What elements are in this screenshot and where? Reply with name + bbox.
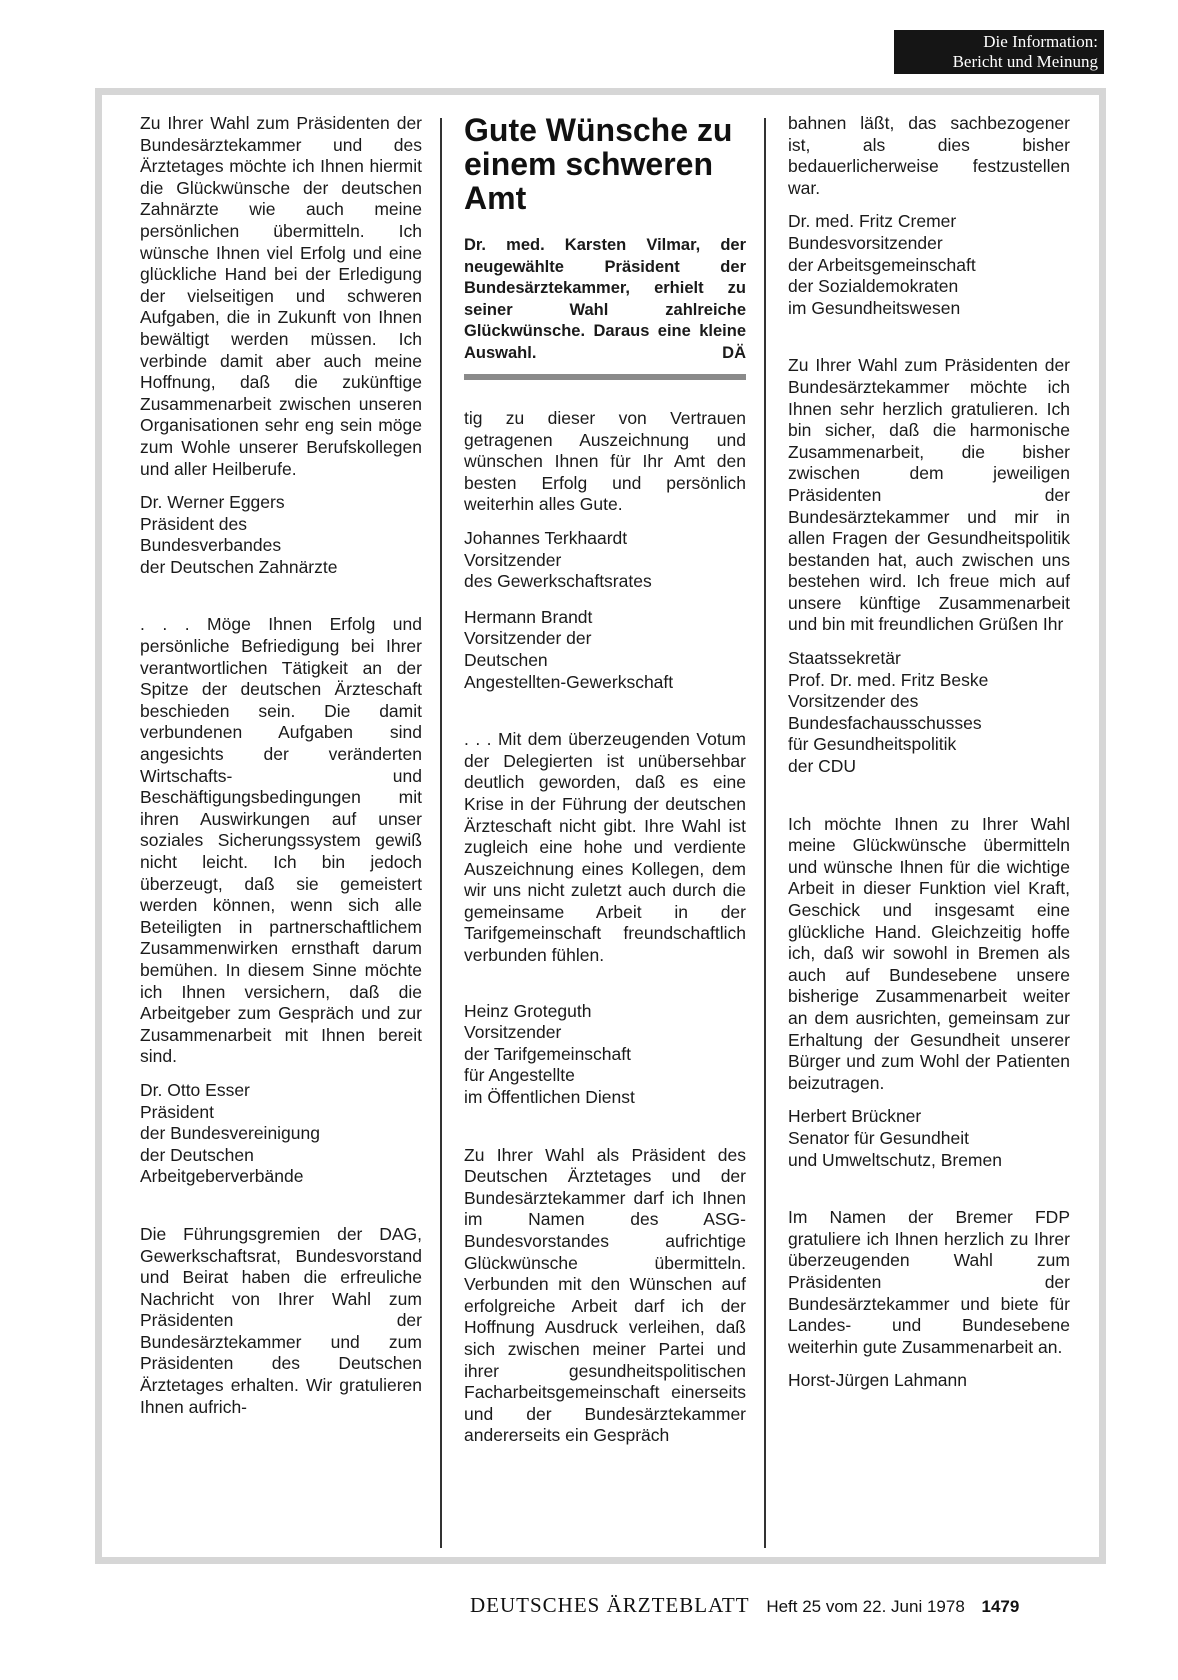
letter-text: Zu Ihrer Wahl zum Präsidenten der Bundesärztekammer und des Ärztetages möchte ich Ihnen hiermit die Glückwünsche der deutschen Zahnärzte wie auch meine persönlichen übermitteln. Ich wünsche Ihnen viel Erfolg und eine glückliche Hand bei der Erledigung der vielseitigen und schweren Aufgaben, die in Zukunft von Ihnen bewältigt werden müssen. Ich verbinde damit aber auch meine Hoffnung, daß die zukünftige Zusammenarbeit zwischen unseren Organisationen sehr eng sein möge zum Wohle unserer Berufskollegen und aller Heilberufe. (140, 113, 422, 479)
signature-line: Arbeitgeberverbände (140, 1166, 304, 1187)
letter-text: Zu Ihrer Wahl als Präsident des Deutschen Ärztetages und der Bundesärztekammer darf ich Ihnen im Namen des ASG-Bundesvorstandes aufrichtige Glückwünsche übermitteln. Verbunden mit den Wünschen auf erfolgreiche Arbeit darf ich der Hoffnung Ausdruck verleihen, daß sich zwischen meiner Partei und ihrer gesundheitspolitischen Facharbeitsgemeinschaft einerseits und der Bundesärztekammer andererseits ein Gespräch (464, 1144, 746, 1446)
section-tag (894, 30, 1104, 74)
article-headline: Gute Wünsche zu einem schweren Amt (464, 112, 733, 216)
letter-text: Die Führungsgremien der DAG, Gewerkschaftsrat, Bundesvorstand und Beirat haben die erfreuliche Nachricht von Ihrer Wahl zum Präsidenten der Bundesärztekammer und zum Präsidenten des Deutschen Ärztetages erhalten. Wir gratulieren Ihnen aufrich- (140, 1223, 422, 1417)
section-tag-line2: Bericht und Meinung (952, 52, 1098, 71)
column-rule (764, 118, 766, 1548)
letter-text: tig zu dieser von Vertrauen getragenen Auszeichnung und wünschen Ihnen für Ihr Amt den besten Erfolg und persönlich weiterhin alles Gute. (464, 408, 746, 515)
page-footer (470, 1593, 1019, 1618)
signature-line: Horst-Jürgen Lahmann (788, 1370, 967, 1391)
signature-line: Bundesfachausschusses (788, 712, 982, 733)
signature-line: im Gesundheitswesen (788, 297, 961, 318)
signature-block (464, 1001, 746, 1109)
letter-text: Ich möchte Ihnen zu Ihrer Wahl meine Glückwünsche übermitteln und wünsche Ihnen für die wichtige Arbeit in dieser Funktion viel Kraft, Geschick und insgesamt eine glückliche Hand. Gleichzeitig hoffe ich, daß wir sowohl in Bremen als auch auf Bundesebene unsere bisherige Zusammenarbeit weiter an dem ausrichten, gemeinsam zur Erhaltung der Gesundheit unserer Bürger und zum Wohl der Patienten beizutragen. (788, 813, 1070, 1093)
signature-block (788, 648, 1070, 778)
signature-line: für Angestellte (464, 1065, 575, 1086)
signature-block (464, 528, 746, 593)
signature-line: Angestellten-Gewerkschaft (464, 671, 674, 692)
signature-line: für Gesundheitspolitik (788, 734, 957, 755)
signature-line: Prof. Dr. med. Fritz Beske (788, 669, 989, 690)
journal-name: DEUTSCHES ÄRZTEBLATT (470, 1593, 750, 1617)
article-lead (464, 235, 746, 364)
signature-line: Präsident des (140, 513, 248, 534)
signature-line: Dr. Otto Esser (140, 1079, 250, 1100)
signature-line: der Deutschen Zahnärzte (140, 556, 338, 577)
signature-line: und Umweltschutz, Bremen (788, 1149, 1002, 1170)
lead-sign: DÄ (722, 343, 746, 362)
signature-line: Hermann Brandt (464, 606, 593, 627)
signature-line: der Sozialdemokraten (788, 276, 959, 297)
signature-line: Bundesvorsitzender (788, 232, 943, 253)
column-2 (464, 113, 746, 1459)
letter-text: bahnen läßt, das sachbezogener ist, als dies bisher bedauerlicherweise festzustellen war. (788, 113, 1070, 198)
letter-text: Im Namen der Bremer FDP gratuliere ich Ihnen herzlich zu Ihrer überzeugenden Wahl zum Präsidenten der Bundesärztekammer und biete für Landes- und Bundesebene weiterhin gute Zusammenarbeit an. (788, 1207, 1070, 1357)
signature-block (140, 1080, 422, 1188)
signature-line: Vorsitzender (464, 549, 562, 570)
issue-info: Heft 25 vom 22. Juni 1978 (766, 1597, 965, 1616)
signature-line: der Deutschen (140, 1144, 254, 1165)
signature-line: Bundesverbandes (140, 535, 282, 556)
signature-line: Johannes Terkhaardt (464, 527, 628, 548)
letter-text: . . . Mit dem überzeugenden Votum der Delegierten ist unübersehbar deutlich geworden, daß es eine Krise in der Führung der deutschen Ärzteschaft nicht gibt. Ihre Wahl ist zugleich eine hohe und verdiente Auszeichnung eines Kollegen, dem wir uns nicht zuletzt auch durch die gemeinsame Arbeit in der Tarifgemeinschaft freundschaftlich verbunden fühlen. (464, 729, 746, 966)
signature-line: Staatssekretär (788, 648, 901, 669)
signature-line: Deutschen (464, 649, 548, 670)
column-rule (440, 118, 442, 1548)
signature-block (464, 607, 746, 693)
signature-line: des Gewerkschaftsrates (464, 571, 652, 592)
signature-block (788, 211, 1070, 319)
signature-line: Vorsitzender der (464, 628, 592, 649)
signature-line: im Öffentlichen Dienst (464, 1087, 635, 1108)
signature-block (140, 492, 422, 578)
signature-line: Herbert Brückner (788, 1106, 922, 1127)
column-1 (140, 113, 422, 1430)
signature-line: Vorsitzender des (788, 691, 919, 712)
signature-block (788, 1106, 1070, 1171)
lead-divider (464, 374, 746, 380)
signature-line: Dr. Werner Eggers (140, 492, 285, 513)
signature-line: der Bundesvereinigung (140, 1123, 320, 1144)
signature-line: Heinz Groteguth (464, 1000, 592, 1021)
signature-line: der Arbeitsgemeinschaft (788, 254, 976, 275)
signature-line: der Tarifgemeinschaft (464, 1043, 631, 1064)
letter-text: . . . Möge Ihnen Erfolg und persönliche Befriedigung bei Ihrer verantwortlichen Tätigkeit an der Spitze der deutschen Ärzteschaft beschieden sein. Die damit verbundenen Aufgaben sind angesichts der veränderten Wirtschafts- und Beschäftigungsbedingungen mit ihren Auswirkungen auf unser soziales Sicherungssystem gewiß nicht leicht. Ich bin jedoch überzeugt, daß sie gemeistert werden können, wenn sich alle Beteiligten in partnerschaftlichem Zusammenwirken ernsthaft darum bemühen. In diesem Sinne möchte ich Ihnen versichern, daß die Arbeitgeber zum Gespräch und zur Zusammenarbeit mit Ihnen bereit sind. (140, 614, 422, 1067)
lead-text: Dr. med. Karsten Vilmar, der neugewählte Präsident der Bundesärztekammer, erhielt zu seiner Wahl zahlreiche Glückwünsche. Daraus eine kleine Auswahl. (464, 236, 746, 362)
signature-line: Senator für Gesundheit (788, 1127, 969, 1148)
letter-text: Zu Ihrer Wahl zum Präsidenten der Bundesärztekammer möchte ich Ihnen sehr herzlich gratulieren. Ich bin sicher, daß die harmonische Zusammenarbeit, die bisher zwischen dem jeweiligen Präsidenten der Bundesärztekammer und mir in allen Fragen der Gesundheitspolitik bestanden hat, auch zwischen uns bestehen wird. Ich freue mich auf unsere künftige Zusammenarbeit und bin mit freundlichen Grüßen Ihr (788, 355, 1070, 635)
signature-block (788, 1370, 1070, 1392)
signature-line: der CDU (788, 756, 857, 777)
signature-line: Vorsitzender (464, 1022, 562, 1043)
page-number: 1479 (981, 1597, 1020, 1616)
section-tag-line1: Die Information: (983, 32, 1098, 51)
column-3 (788, 113, 1070, 1406)
signature-line: Dr. med. Fritz Cremer (788, 211, 957, 232)
signature-line: Präsident (140, 1101, 214, 1122)
